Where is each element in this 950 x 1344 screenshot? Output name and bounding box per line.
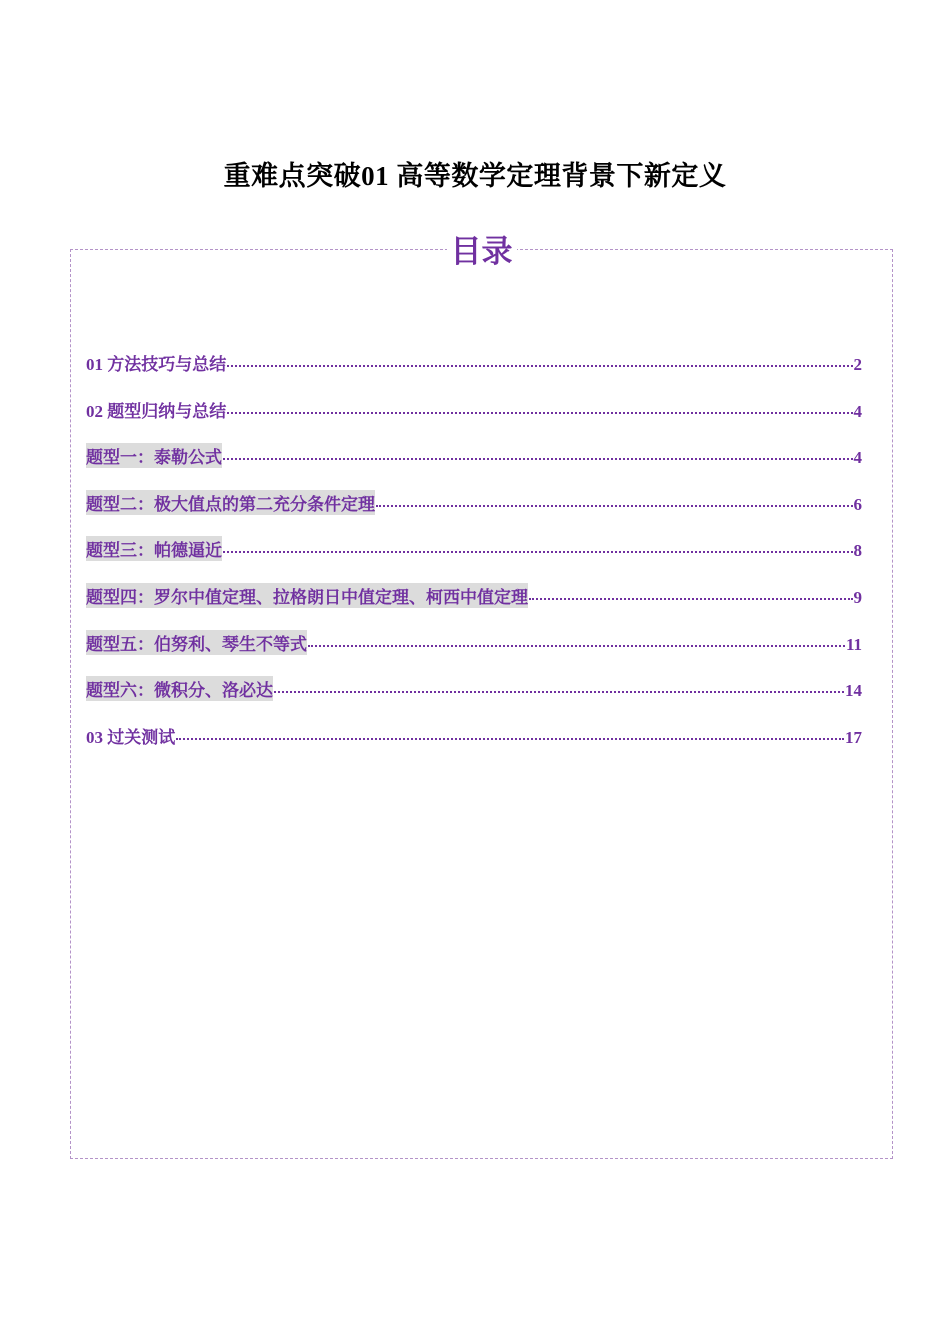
toc-entry-page: 8	[853, 541, 862, 561]
toc-entry-label: 题型三：帕德逼近	[86, 536, 222, 561]
toc-entry-type-5[interactable]	[86, 630, 862, 677]
toc-entry-page: 17	[845, 727, 862, 747]
toc-dot-leader	[227, 365, 852, 367]
toc-dot-leader	[223, 551, 853, 553]
toc-entry-methods-summary[interactable]	[86, 350, 862, 397]
toc-entry-page: 11	[845, 634, 862, 654]
toc-entry-final-test[interactable]	[86, 723, 862, 770]
toc-entry-page: 2	[853, 355, 862, 374]
toc-dot-leader	[227, 412, 852, 414]
toc-entry-label: 题型五：伯努利、琴生不等式	[86, 630, 307, 655]
toc-entry-page: 14	[845, 681, 862, 701]
toc-entry-type-1[interactable]	[86, 443, 862, 490]
toc-entry-type-2[interactable]	[86, 490, 862, 537]
toc-entry-page: 9	[853, 587, 862, 607]
toc-entry-label: 01 方法技巧与总结	[86, 355, 227, 374]
toc-entry-label: 题型二：极大值点的第二充分条件定理	[86, 490, 375, 515]
toc-frame	[70, 234, 893, 1159]
toc-entry-page: 6	[853, 494, 862, 514]
toc-dot-leader	[308, 645, 845, 647]
toc-entry-type-6[interactable]	[86, 676, 862, 723]
toc-entry-label: 03 过关测试	[86, 727, 176, 747]
toc-dot-leader	[176, 738, 844, 740]
toc-dot-leader	[274, 691, 844, 693]
toc-entry-label: 02 题型归纳与总结	[86, 401, 227, 421]
toc-entry-label: 题型四：罗尔中值定理、拉格朗日中值定理、柯西中值定理	[86, 583, 528, 608]
toc-list	[86, 350, 862, 769]
toc-entry-page: 4	[853, 448, 862, 468]
toc-entry-label: 题型一：泰勒公式	[86, 443, 222, 468]
toc-heading: 目录	[447, 232, 517, 272]
toc-entry-type-4[interactable]	[86, 583, 862, 630]
toc-entry-problem-types[interactable]	[86, 397, 862, 444]
toc-entry-page: 4	[853, 401, 862, 421]
toc-dot-leader	[529, 598, 853, 600]
document-title: 重难点突破01 高等数学定理背景下新定义	[223, 161, 727, 191]
toc-entry-label: 题型六：微积分、洛必达	[86, 676, 273, 701]
toc-dot-leader	[223, 458, 853, 460]
toc-entry-type-3[interactable]	[86, 536, 862, 583]
toc-dot-leader	[376, 505, 853, 507]
